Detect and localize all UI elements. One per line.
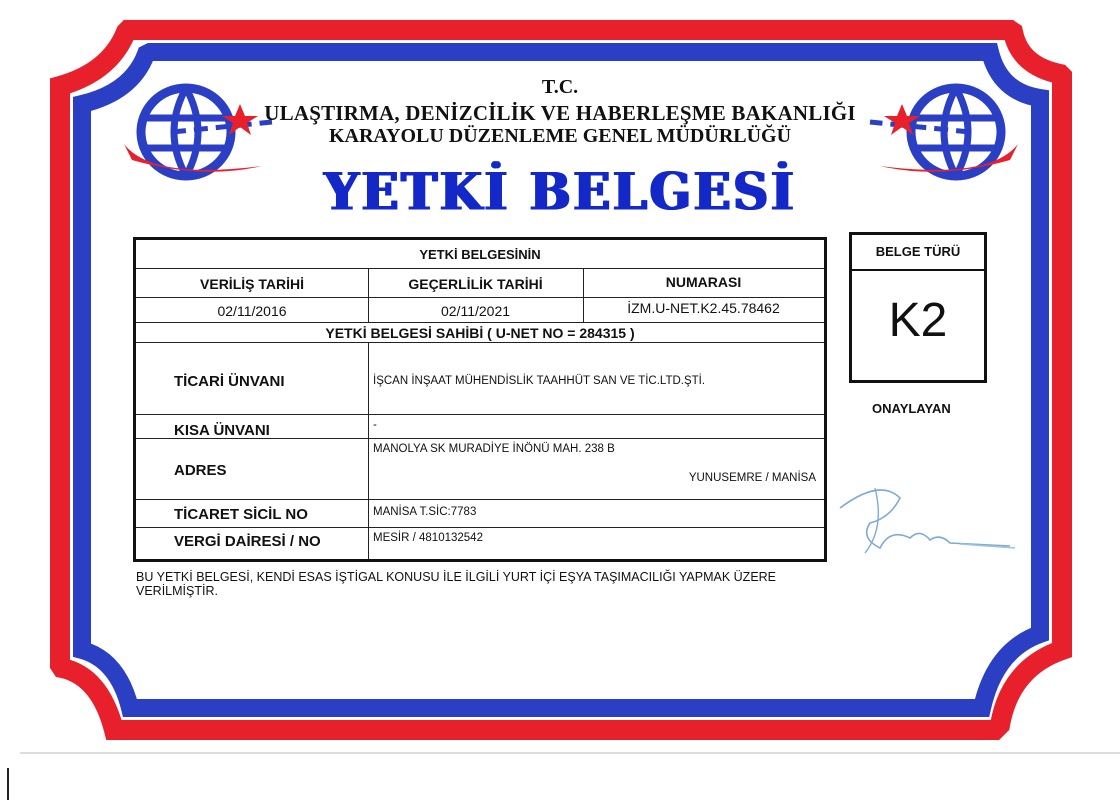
registry-label: TİCARET SİCİL NO: [174, 506, 308, 523]
certificate-type-box: [849, 232, 987, 383]
short-name-label: KISA ÜNVANI: [174, 422, 270, 439]
tax-label: VERGİ DAİRESİ / NO: [174, 533, 321, 550]
validity-date-value: 02/11/2021: [440, 303, 511, 319]
signature: [820, 468, 1020, 558]
issue-date-value: 02/11/2016: [217, 303, 287, 319]
registry-value: MANİSA T.SİC:7783: [373, 506, 477, 518]
address-label: ADRES: [174, 462, 227, 479]
short-name-value: -: [373, 419, 377, 431]
header-tc: T.C.: [541, 76, 579, 98]
document-title: YETKİ BELGESİ: [323, 161, 797, 223]
certificate-type-value: K2: [888, 294, 948, 347]
number-header: NUMARASI: [665, 274, 742, 290]
certificate-table: [133, 237, 827, 562]
header-ministry: ULAŞTIRMA, DENİZCİLİK VE HABERLEŞME BAKANLIĞI: [264, 101, 856, 125]
section-title: YETKİ BELGESİNİN: [419, 247, 541, 262]
trade-name-label: TİCARİ ÜNVANI: [174, 373, 285, 390]
approver-label: ONAYLAYAN: [872, 401, 951, 416]
trade-name-value: İŞCAN İNŞAAT MÜHENDİSLİK TAAHHÜT SAN VE TİC.LTD.ŞTİ.: [373, 375, 706, 387]
footnote: BU YETKİ BELGESİ, KENDİ ESAS İŞTİGAL KONUSU İLE İLGİLİ YURT İÇİ EŞYA TAŞIMACILIĞI YAPMAK ÜZERE VERİLMİŞTİR.: [136, 570, 777, 598]
address-line2: YUNUSEMRE / MANİSA: [688, 472, 816, 484]
header-directorate: KARAYOLU DÜZENLEME GENEL MÜDÜRLÜĞÜ: [328, 125, 792, 147]
address-line1: MANOLYA SK MURADİYE İNÖNÜ MAH. 238 B: [373, 443, 615, 455]
tax-value: MESİR / 4810132542: [373, 532, 483, 544]
holder-title: YETKİ BELGESİ SAHİBİ ( U-NET NO = 284315 ): [325, 325, 635, 341]
issue-date-header: VERİLİŞ TARİHİ: [200, 276, 304, 292]
certificate-type-label: BELGE TÜRÜ: [875, 244, 961, 259]
number-value: İZM.U-NET.K2.45.78462: [627, 300, 780, 316]
validity-date-header: GEÇERLİLİK TARİHİ: [408, 276, 543, 292]
